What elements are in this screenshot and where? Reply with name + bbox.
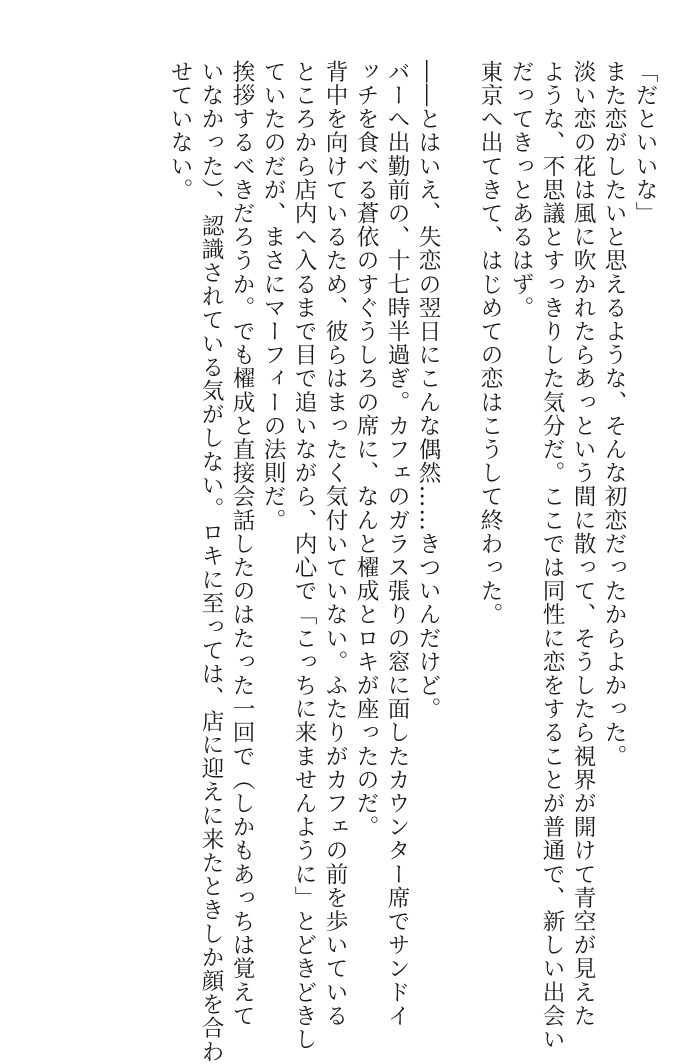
text-line: ていたのだが、まさにマーフィーの法則だ。 bbox=[260, 60, 286, 532]
text-line: 挨拶するべきだろうか。でも櫂成と直接会話したのはたった一回で（しかもあっちは覚えて bbox=[229, 60, 255, 1028]
blank-line bbox=[443, 60, 474, 980]
text-line: バーへ出勤前の、十七時半過ぎ。カフェのガラス張りの窓に面したカウンター席でサンドイ bbox=[384, 60, 410, 1028]
text-line: ところから店内へ入るまで目で追いながら、内心で「こっちに来ませんように」とどきどきし bbox=[291, 60, 317, 1052]
text-line: 淡い恋の花は風に吹かれたらあっという間に散って、そうしたら視界が開けて青空が見えた bbox=[570, 60, 596, 1028]
text-line: ッチを食べる蒼依のすぐうしろの席に、なんと櫂成とロキが座ったのだ。 bbox=[353, 60, 379, 839]
text-line: 背中を向けているため、彼らはまったく気付いていない。ふたりがカフェの前を歩いている bbox=[322, 60, 348, 1028]
text-line: ような、不思議とすっきりした気分だ。ここでは同性に恋をすることが普通で、新しい出会い bbox=[539, 60, 565, 1052]
text-line: だってきっとあるはず。 bbox=[508, 60, 534, 320]
vertical-text-block bbox=[164, 60, 660, 1064]
text-line: ――とはいえ、失恋の翌日にこんな偶然……きついんだけど。 bbox=[415, 60, 441, 721]
text-line: 東京へ出てきて、はじめての恋はこうして終わった。 bbox=[477, 60, 503, 627]
text-line: また恋がしたいと思えるような、そんな初恋だったからよかった。 bbox=[601, 60, 627, 768]
text-line: 「だといいな」 bbox=[632, 60, 658, 226]
text-line: いなかった）、認識されている気がしない。ロキに至っては、店に迎えに来たときしか顔を合わ bbox=[198, 60, 224, 1064]
text-line: せていない。 bbox=[167, 60, 193, 202]
